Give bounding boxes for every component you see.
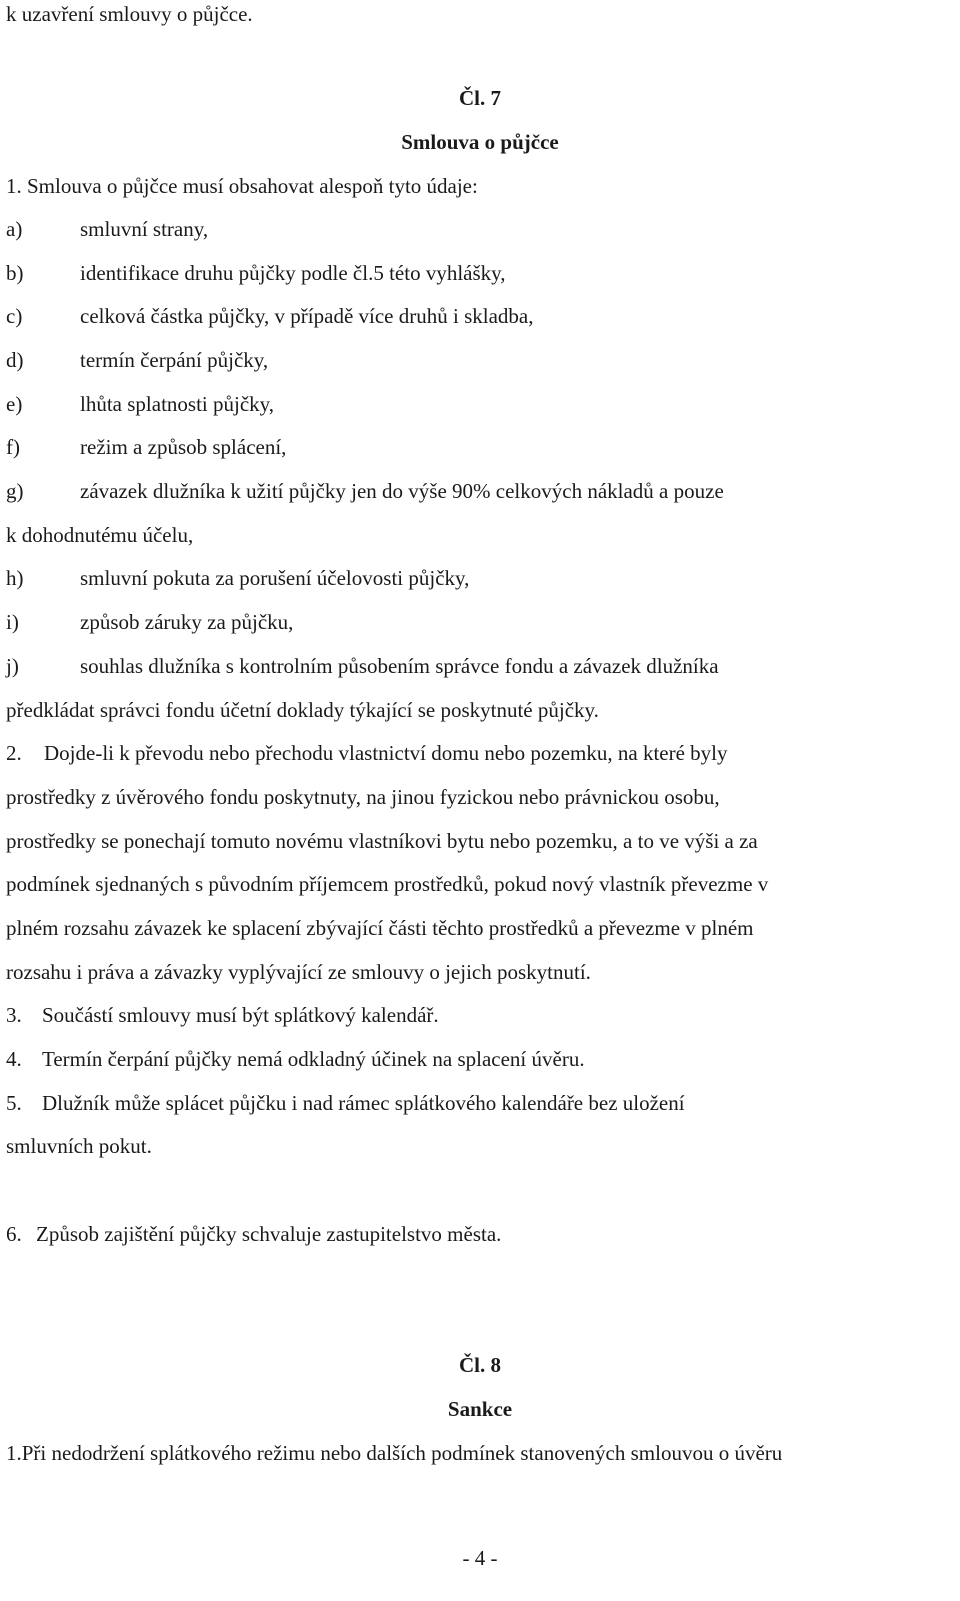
paragraph-2-line-4: podmínek sjednaných s původním příjemcem prostředků, pokud nový vlastník převezme v	[6, 872, 769, 896]
paragraph-text: Dlužník může splácet půjčku i nad rámec splátkového kalendáře bez uložení	[42, 1091, 685, 1115]
paragraph-6	[6, 1221, 501, 1247]
list-text: lhůta splatnosti půjčky,	[80, 392, 275, 416]
paragraph-number: 6.	[6, 1222, 22, 1246]
paragraph-1: 1. Smlouva o půjčce musí obsahovat alespoň tyto údaje:	[6, 174, 478, 198]
paragraph-text: Součástí smlouvy musí být splátkový kalendář.	[42, 1003, 439, 1027]
paragraph-number: 5.	[6, 1091, 22, 1115]
paragraph-5-continuation: smluvních pokut.	[6, 1134, 152, 1158]
list-text: závazek dlužníka k užití půjčky jen do výše 90% celkových nákladů a pouze	[80, 479, 724, 503]
list-label: b)	[6, 261, 24, 285]
list-label: g)	[6, 479, 24, 503]
list-label: e)	[6, 392, 23, 416]
paragraph-3	[6, 1002, 439, 1028]
list-label: d)	[6, 348, 24, 372]
list-item-j-continuation: předkládat správci fondu účetní doklady týkající se poskytnuté půjčky.	[6, 698, 599, 722]
paragraph-5	[6, 1090, 685, 1116]
intro-line: k uzavření smlouvy o půjčce.	[6, 2, 253, 26]
list-label: j)	[6, 654, 19, 678]
paragraph-2-line-5: plném rozsahu závazek ke splacení zbývající části těchto prostředků a převezme v plném	[6, 916, 754, 940]
list-label: h)	[6, 566, 24, 590]
list-text: smluvní pokuta za porušení účelovosti půjčky,	[80, 566, 470, 590]
paragraph-2-line-6: rozsahu i práva a závazky vyplývající ze smlouvy o jejich poskytnutí.	[6, 960, 591, 984]
paragraph-text: Dojde-li k převodu nebo přechodu vlastnictví domu nebo pozemku, na které byly	[44, 741, 728, 765]
list-text: souhlas dlužníka s kontrolním působením správce fondu a závazek dlužníka	[80, 654, 719, 678]
article-8-paragraph-1: 1.Při nedodržení splátkového režimu nebo dalších podmínek stanovených smlouvou o úvěru	[6, 1441, 783, 1465]
paragraph-2-line-1	[6, 740, 728, 766]
paragraph-number: 4.	[6, 1047, 22, 1071]
paragraph-number: 2.	[6, 741, 22, 765]
paragraph-2-line-2: prostředky z úvěrového fondu poskytnuty, na jinou fyzickou nebo právnickou osobu,	[6, 785, 720, 809]
list-label: a)	[6, 217, 23, 241]
article-8-heading: Čl. 8	[459, 1353, 501, 1377]
paragraph-number: 3.	[6, 1003, 22, 1027]
paragraph-2-line-3: prostředky se ponechají tomuto novému vlastníkovi bytu nebo pozemku, a to ve výši a za	[6, 829, 758, 853]
list-label: i)	[6, 610, 19, 634]
list-text: celková částka půjčky, v případě více druhů i skladba,	[80, 304, 534, 328]
paragraph-4	[6, 1046, 585, 1072]
paragraph-text: Termín čerpání půjčky nemá odkladný účinek na splacení úvěru.	[42, 1047, 585, 1071]
list-text: termín čerpání půjčky,	[80, 348, 269, 372]
list-text: způsob záruky za půjčku,	[80, 610, 294, 634]
list-text: smluvní strany,	[80, 217, 209, 241]
article-7-title: Smlouva o půjčce	[401, 130, 559, 154]
list-item-g-continuation: k dohodnutému účelu,	[6, 523, 194, 547]
page-number: - 4 -	[462, 1546, 498, 1570]
article-8-title: Sankce	[447, 1397, 513, 1421]
article-7-heading: Čl. 7	[459, 86, 501, 110]
list-label: f)	[6, 435, 20, 459]
paragraph-text: Způsob zajištění půjčky schvaluje zastupitelstvo města.	[36, 1222, 502, 1246]
list-label: c)	[6, 304, 23, 328]
list-text: identifikace druhu půjčky podle čl.5 této vyhlášky,	[80, 261, 506, 285]
list-text: režim a způsob splácení,	[80, 435, 287, 459]
